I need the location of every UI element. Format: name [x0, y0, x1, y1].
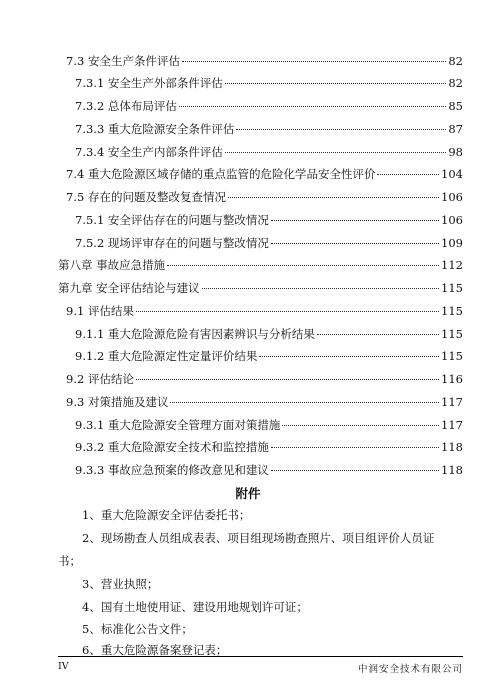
toc-entry-label: 7.5.2 现场评审存在的问题与整改情况 [75, 236, 269, 250]
toc-entry[interactable] [75, 417, 463, 433]
toc-entry-page: 98 [448, 145, 463, 159]
toc-leader-dots [271, 220, 439, 221]
toc-entry-page: 82 [448, 76, 463, 90]
appendix-item-continuation: 书； [58, 554, 81, 568]
footer-page-number: IV [58, 661, 69, 672]
toc-entry-page: 82 [448, 54, 463, 68]
toc-leader-dots [136, 379, 439, 380]
toc-entry-page: 115 [441, 327, 463, 341]
toc-leader-dots [182, 61, 446, 62]
toc-leader-dots [225, 83, 446, 84]
toc-entry-label: 7.3.3 重大危险源安全条件评估 [75, 122, 235, 136]
toc-leader-dots [136, 311, 439, 312]
toc-entry-page: 116 [441, 372, 463, 386]
toc-entry-page: 117 [441, 418, 463, 432]
toc-entry-label: 7.5.1 安全评估存在的问题与整改情况 [75, 213, 269, 227]
toc-entry[interactable] [58, 257, 463, 273]
toc-entry[interactable] [75, 326, 463, 342]
toc-leader-dots [228, 197, 439, 198]
appendix-item: 3、营业执照； [82, 577, 159, 591]
toc-leader-dots [317, 334, 439, 335]
appendix-item: 4、国有土地使用证、建设用地规划许可证； [82, 600, 308, 614]
toc-leader-dots [282, 425, 439, 426]
toc-entry-page: 117 [441, 395, 463, 409]
toc-entry-page: 115 [441, 281, 463, 295]
toc-leader-dots [167, 265, 439, 266]
toc-entry-label: 第九章 安全评估结论与建议 [58, 281, 200, 295]
toc-entry-page: 112 [441, 258, 463, 272]
toc-entry[interactable] [66, 371, 463, 387]
toc-leader-dots [170, 402, 439, 403]
toc-entry[interactable] [75, 348, 463, 364]
toc-entry-label: 7.5 存在的问题及整改复查情况 [66, 190, 226, 204]
toc-leader-dots [179, 106, 446, 107]
toc-entry[interactable] [58, 280, 463, 296]
toc-entry[interactable] [66, 303, 463, 319]
toc-entry-page: 109 [441, 236, 463, 250]
toc-entry-label: 第八章 事故应急措施 [58, 258, 166, 272]
toc-entry-label: 7.3.4 安全生产内部条件评估 [75, 145, 223, 159]
appendix-item: 5、标准化公告文件； [82, 622, 193, 636]
toc-entry[interactable] [66, 189, 463, 205]
toc-entry[interactable] [75, 98, 463, 114]
footer-company-name: 中润安全技术有限公司 [357, 664, 463, 675]
appendix-title: 附件 [235, 486, 261, 501]
toc-entry-label: 7.3.2 总体布局评估 [75, 99, 177, 113]
toc-entry[interactable] [75, 439, 463, 455]
toc-entry-page: 87 [448, 122, 463, 136]
toc-leader-dots [271, 447, 439, 448]
toc-entry-page: 104 [441, 167, 463, 181]
toc-entry[interactable] [75, 144, 463, 160]
toc-entry[interactable] [75, 462, 463, 478]
toc-entry-page: 118 [441, 440, 463, 454]
toc-entry-label: 7.4 重大危险源区域存储的重点监管的危险化学品安全性评价 [66, 167, 376, 181]
toc-entry-label: 9.2 评估结论 [66, 372, 134, 386]
toc-leader-dots [225, 152, 446, 153]
toc-entry-label: 7.3 安全生产条件评估 [66, 54, 180, 68]
toc-entry[interactable] [66, 394, 463, 410]
toc-entry-page: 85 [448, 99, 463, 113]
toc-entry[interactable] [66, 53, 463, 69]
toc-entry-page: 115 [441, 304, 463, 318]
toc-entry[interactable] [66, 166, 463, 182]
toc-leader-dots [236, 129, 446, 130]
toc-entry-page: 115 [441, 349, 463, 363]
toc-entry-label: 9.1.1 重大危险源危险有害因素辨识与分析结果 [75, 327, 315, 341]
toc-entry-label: 9.3 对策措施及建议 [66, 395, 169, 409]
toc-leader-dots [202, 288, 439, 289]
toc-entry-label: 9.1.2 重大危险源定性定量评价结果 [75, 349, 258, 363]
appendix-item: 1、重大危险源安全评估委托书； [82, 508, 251, 522]
toc-entry-label: 9.3.3 事故应急预案的修改意见和建议 [75, 463, 269, 477]
toc-entry-page: 106 [441, 213, 463, 227]
toc-entry-label: 7.3.1 安全生产外部条件评估 [75, 76, 223, 90]
toc-entry[interactable] [75, 75, 463, 91]
toc-entry[interactable] [75, 121, 463, 137]
toc-entry-label: 9.3.2 重大危险源安全技术和监控措施 [75, 440, 269, 454]
toc-entry-page: 106 [441, 190, 463, 204]
toc-entry-label: 9.3.1 重大危险源安全管理方面对策措施 [75, 418, 281, 432]
toc-leader-dots [259, 356, 439, 357]
toc-entry[interactable] [75, 212, 463, 228]
toc-leader-dots [271, 243, 439, 244]
appendix-item: 2、现场勘查人员组成表表、项目组现场勘查照片、项目组评价人员证 [82, 531, 435, 545]
toc-leader-dots [271, 470, 439, 471]
toc-leader-dots [377, 174, 439, 175]
toc-entry-label: 9.1 评估结果 [66, 304, 134, 318]
appendix-item: 6、重大危险源备案登记表； [82, 643, 228, 657]
toc-entry[interactable] [75, 235, 463, 251]
toc-entry-page: 118 [441, 463, 463, 477]
footer-rule [58, 656, 463, 657]
